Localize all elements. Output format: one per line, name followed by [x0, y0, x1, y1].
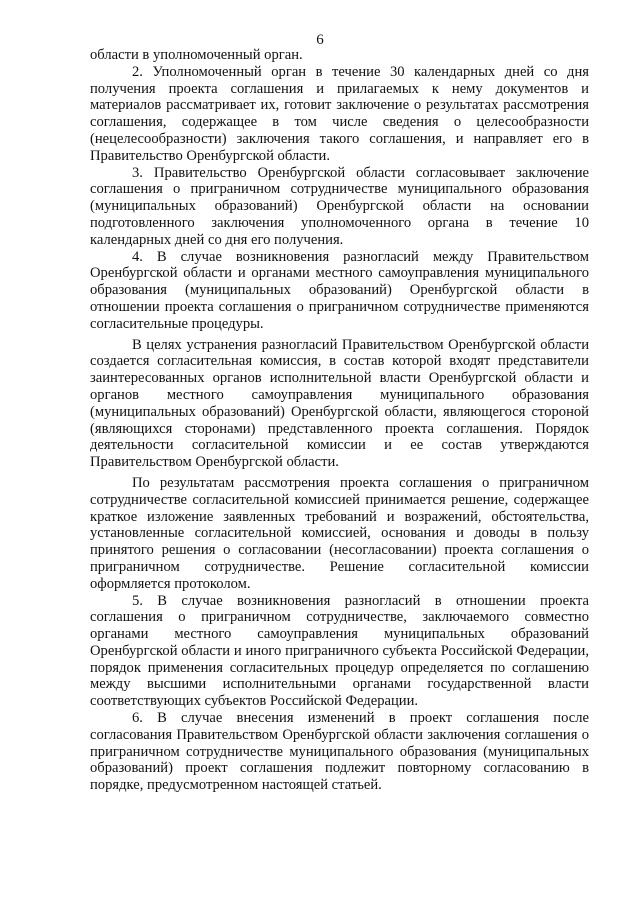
paragraph-item-5: 5. В случае возникновения разногласий в отношении проекта соглашения о приграничном сотрудничестве, заключаемого совместно органами местного самоуправления муниципальных образований Оренбургской области и иного приграничного субъекта Российской Федерации, порядок применения согласительных процедур определяется по соглашению между высшими исполнительными органами государственной власти соответствующих субъектов Российской Федерации. — [90, 592, 589, 710]
paragraph-item-4: 4. В случае возникновения разногласий между Правительством Оренбургской области и органами местного самоуправления муниципального образования (муниципальных образований) Оренбургской области в отношении проекта соглашения о приграничном сотрудничестве применяются согласительные процедуры. — [90, 248, 589, 332]
paragraph-item-2: 2. Уполномоченный орган в течение 30 календарных дней со дня получения проекта соглашения и прилагаемых к нему документов и материалов рассматривает их, готовит заключение о результатах рассмотрения соглашения, содержащее в том числе сведения о целесообразности (нецелесообразности) заключения такого соглашения, и направляет его в Правительство Оренбургской области. — [90, 63, 589, 164]
paragraph-continuation: области в уполномоченный орган. — [90, 47, 303, 63]
paragraph-item-6: 6. В случае внесения изменений в проект соглашения после согласования Правительством Оренбургской области заключения соглашения о приграничном сотрудничестве муниципального образования (муниципальных образований) проект соглашения подлежит повторному согласованию в порядке, предусмотренном настоящей статьей. — [90, 710, 589, 794]
document-body — [90, 47, 589, 794]
paragraph-item-3: 3. Правительство Оренбургской области согласовывает заключение соглашения о приграничном сотрудничестве муниципального образования (муниципальных образований) Оренбургской области на основании подготовленного заключения уполномоченного органа в течение 10 календарных дней со дня его получения. — [90, 164, 589, 248]
paragraph-commission: В целях устранения разногласий Правительством Оренбургской области создается согласительная комиссия, в состав которой входят представители заинтересованных органов исполнительной власти Оренбургской области и органов местного самоуправления муниципального образования (муниципальных образований) Оренбургской области, являющегося стороной (являющихся сторонами) представленного проекта соглашения. Порядок деятельности согласительной комиссии и ее состав утверждаются Правительством Оренбургской области. — [90, 336, 589, 471]
paragraph-decision: По результатам рассмотрения проекта соглашения о приграничном сотрудничестве согласительной комиссией принимается решение, содержащее краткое изложение заявленных требований и возражений, обстоятельства, установленные согласительной комиссией, основания и доводы в пользу принятого решения о согласовании (несогласовании) проекта соглашения о приграничном сотрудничестве. Решение согласительной комиссии оформляется протоколом. — [90, 474, 589, 592]
page-number: 6 — [316, 32, 324, 48]
